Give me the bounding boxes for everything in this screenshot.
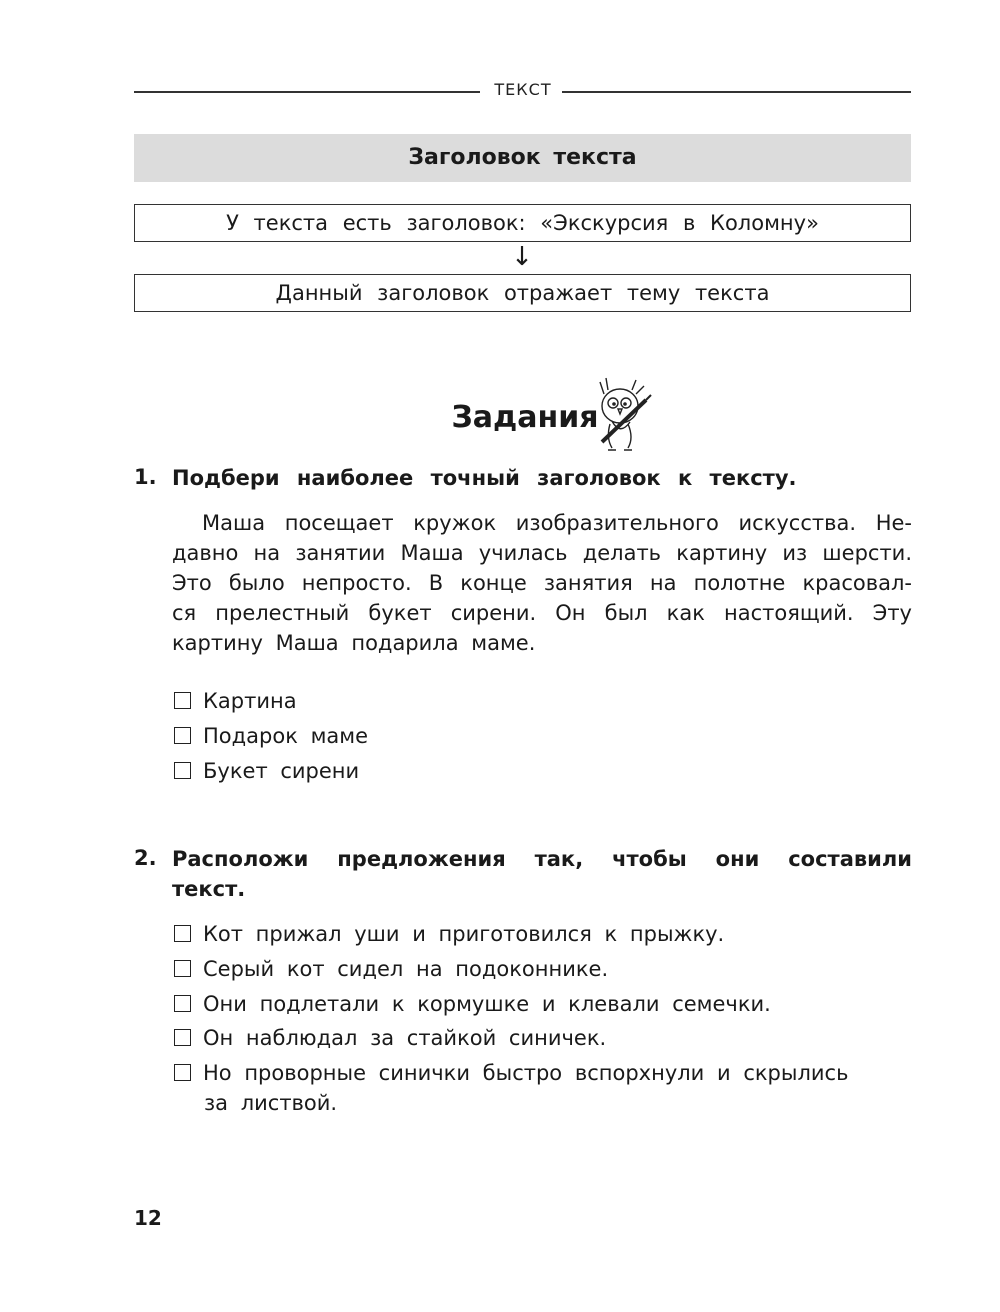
option-label: Кот прижал уши и приготовился к прыжку.	[203, 922, 725, 946]
task-2-number: 2.	[134, 846, 157, 870]
tasks-heading: Задания	[451, 400, 599, 435]
option-label: Серый кот сидел на подоконнике.	[203, 957, 609, 981]
section-title-bar	[134, 134, 911, 182]
task-1-text-line: Это было непросто. В конце занятия на полотне красoвал-	[172, 571, 912, 595]
checkbox[interactable]	[174, 925, 191, 942]
task-2-option[interactable]	[174, 919, 724, 949]
task-1-text	[172, 508, 912, 658]
info-box-theme: Данный заголовок отражает тему текста	[134, 274, 911, 312]
option-label: Он наблюдал за стайкой синичек.	[203, 1026, 607, 1050]
owl-with-pencil-icon	[594, 376, 654, 456]
option-label: Подарок маме	[203, 724, 369, 748]
header-rule-left	[134, 91, 480, 93]
task-2-question-line: текст.	[172, 877, 246, 901]
down-arrow-icon: ↓	[511, 242, 533, 272]
task-1-number: 1.	[134, 465, 157, 489]
checkbox[interactable]	[174, 727, 191, 744]
option-label-continuation: за листвой.	[204, 1091, 338, 1115]
checkbox[interactable]	[174, 1029, 191, 1046]
task-1-text-line: ся прелестный букет сирени. Он был как настоящий. Эту	[172, 601, 912, 625]
task-2-option[interactable]	[174, 954, 608, 984]
task-1-option[interactable]	[174, 721, 368, 751]
checkbox[interactable]	[174, 960, 191, 977]
page-number: 12	[134, 1206, 162, 1230]
task-1-option[interactable]	[174, 686, 297, 716]
task-2-option[interactable]	[174, 989, 771, 1019]
info-box-title: У текста есть заголовок: «Экскурсия в Коломну»	[134, 204, 911, 242]
task-2-question	[172, 844, 912, 904]
option-label: Картина	[203, 689, 297, 713]
task-1-text-line: Маша посещает кружок изобразительного искусства. Не-	[202, 511, 912, 535]
section-header-title: ТЕКСТ	[494, 80, 552, 99]
task-2-option[interactable]	[174, 1058, 848, 1118]
task-1-question: Подбери наиболее точный заголовок к тексту.	[172, 466, 797, 490]
section-title: Заголовок текста	[408, 145, 637, 170]
option-label: Букет сирени	[203, 759, 360, 783]
header-rule-right	[562, 91, 911, 93]
task-2-option[interactable]	[174, 1023, 606, 1053]
checkbox[interactable]	[174, 692, 191, 709]
task-1-text-line: давно на занятии Маша училась делать картину из шерсти.	[172, 541, 912, 565]
option-label: Но проворные синички быстро вспорхнули и скрылись	[203, 1061, 849, 1085]
option-label: Они подлетали к кормушке и клевали семечки.	[203, 992, 771, 1016]
checkbox[interactable]	[174, 762, 191, 779]
task-1-option[interactable]	[174, 756, 359, 786]
checkbox[interactable]	[174, 1064, 191, 1081]
task-1-text-line: картину Маша подарила маме.	[172, 631, 536, 655]
task-2-question-line: Расположи предложения так, чтобы они составили	[172, 847, 912, 871]
checkbox[interactable]	[174, 995, 191, 1012]
